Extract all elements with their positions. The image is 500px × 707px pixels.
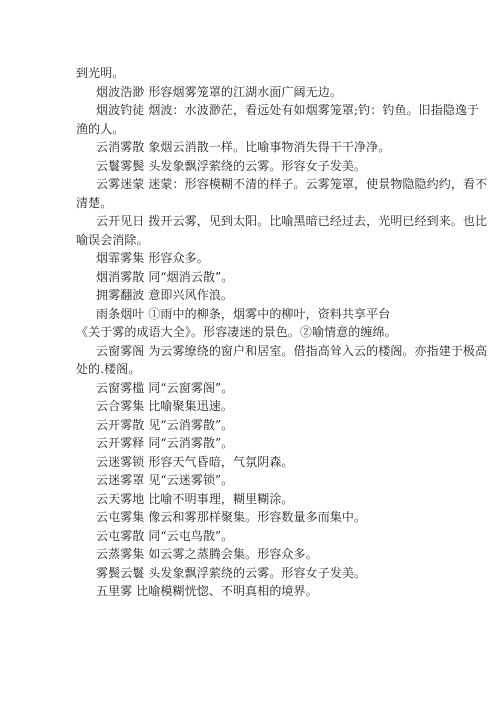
idiom-entry: 云天雾地 比喻不明事理，糊里糊涂。: [96, 491, 294, 506]
idiom-entry: 云雾迷蒙 迷蒙：形容模糊不清的样子。云雾笼罩，使景物隐隐约约，看不: [96, 177, 488, 191]
text-line: 渔的人。: [76, 121, 125, 136]
idiom-entry: 雨条烟叶 ①雨中的柳条，烟雾中的柳叶，资料共享平台: [96, 306, 391, 321]
idiom-entry: 雾鬓云鬟 头发象飘浮萦绕的云雾。形容女子发美。: [96, 565, 367, 580]
idiom-entry: 云窗雾阁 为云雾缭绕的窗户和居室。借指高耸入云的楼阁。亦指建于极高: [96, 343, 488, 358]
idiom-entry: 烟波浩渺 形容烟雾笼罩的江湖水面广阔无边。: [96, 84, 342, 99]
idiom-entry: 云消雾散 象烟云消散一样。比喻事物消失得干干净净。: [96, 140, 391, 154]
idiom-entry: 云蒸雾集 如云雾之蒸腾会集。形容众多。: [96, 547, 318, 561]
text-line: 处的.楼阁。: [76, 362, 141, 376]
idiom-entry: 云屯雾集 像云和雾那样聚集。形容数量多而集中。: [96, 510, 367, 524]
idiom-entry: 五里雾 比喻模糊恍惚、不明真相的境界。: [96, 584, 318, 598]
idiom-entry: 烟波钓徒 烟波：水波渺茫，看远处有如烟雾笼罩;钓：钓鱼。旧指隐逸于: [96, 103, 480, 117]
text-line: 《关于雾的成语大全》。形容凄迷的景色。②喻情意的缠绵。: [76, 325, 397, 339]
idiom-entry: 烟霏雾集 形容众多。: [96, 251, 209, 265]
idiom-entry: 云迷雾锁 形容天气昏暗，气氛阴森。: [96, 454, 294, 469]
text-line: 喻误会消除。: [76, 232, 149, 247]
idiom-entry: 云窗雾槛 同“云窗雾阁”。: [96, 380, 234, 395]
idiom-entry: 云合雾集 比喻聚集迅速。: [96, 399, 234, 413]
idiom-entry: 拥雾翻波 意即兴风作浪。: [96, 288, 234, 302]
text-line: 到光明。: [76, 66, 125, 80]
idiom-entry: 云开雾散 见“云消雾散”。: [96, 417, 234, 432]
idiom-entry: 云迷雾罩 见“云迷雾锁”。: [96, 473, 234, 487]
idiom-entry: 云开雾释 同“云消雾散”。: [96, 436, 234, 450]
idiom-entry: 烟消雾散 同“烟消云散”。: [96, 269, 234, 284]
idiom-entry: 云鬟雾鬓 头发象飘浮萦绕的云雾。形容女子发美。: [96, 158, 367, 173]
idiom-entry: 云开见日 拨开云雾，见到太阳。比喻黑暗已经过去，光明已经到来。也比: [96, 214, 488, 228]
idiom-entry: 云屯雾散 同“云屯鸟散”。: [96, 528, 234, 543]
text-line: 清楚。: [76, 195, 113, 210]
